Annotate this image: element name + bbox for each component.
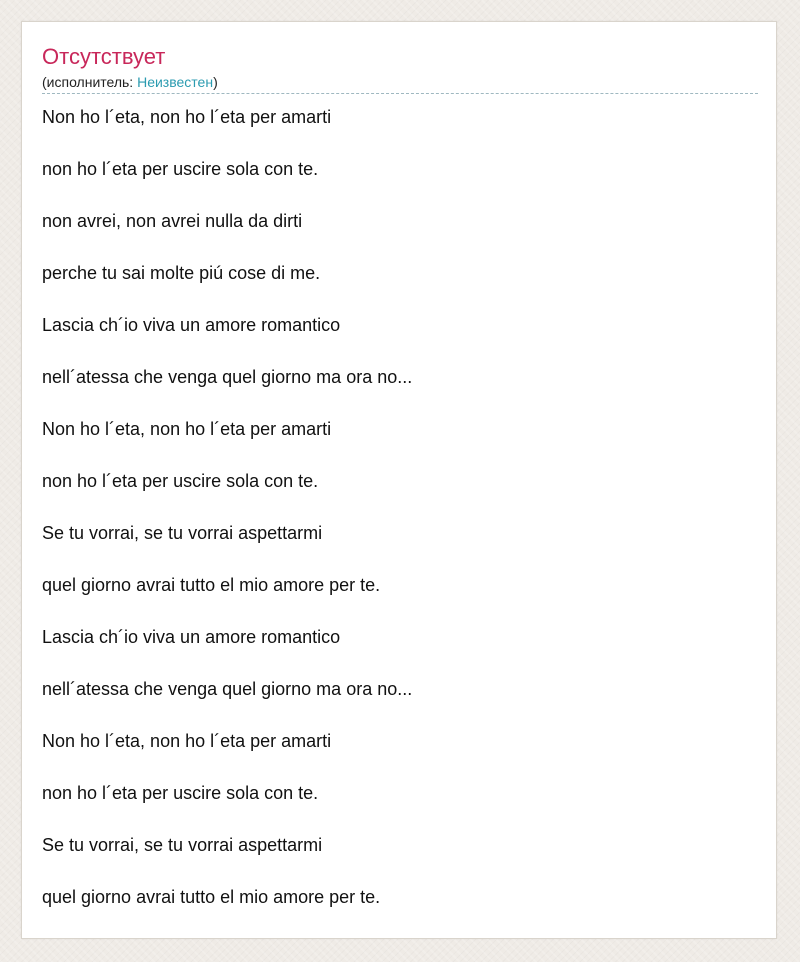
lyric-line: Lascia ch´io viva un amore romantico (42, 627, 341, 647)
lyric-line: Non ho l´eta, non ho l´eta per amarti (42, 107, 332, 127)
lyric-line: non ho l´eta per uscire sola con te. (42, 471, 319, 491)
lyric-line: quel giorno avrai tutto el mio amore per te. (42, 887, 381, 907)
artist-prefix: (исполнитель: (42, 74, 138, 90)
lyric-line: Non ho l´eta, non ho l´eta per amarti (42, 731, 332, 751)
lyric-line: non ho l´eta per uscire sola con te. (42, 783, 319, 803)
song-title: Отсутствует (42, 44, 166, 69)
lyric-line: Se tu vorrai, se tu vorrai aspettarmi (42, 835, 323, 855)
lyrics-card (21, 21, 777, 939)
lyric-line: nell´atessa che venga quel giorno ma ora no... (42, 679, 413, 699)
lyric-line: nell´atessa che venga quel giorno ma ora no... (42, 367, 413, 387)
lyric-line: non ho l´eta per uscire sola con te. (42, 159, 319, 179)
lyric-line: Lascia ch´io viva un amore romantico (42, 315, 341, 335)
lyric-line: perche tu sai molte piú cose di me. (42, 263, 321, 283)
lyric-line: Non ho l´eta, non ho l´eta per amarti (42, 419, 332, 439)
song-header (42, 43, 758, 94)
lyrics-list (42, 104, 758, 936)
artist-line (42, 73, 218, 91)
lyric-line: non avrei, non avrei nulla da dirti (42, 211, 303, 231)
lyric-line: Se tu vorrai, se tu vorrai aspettarmi (42, 523, 323, 543)
lyric-line: quel giorno avrai tutto el mio amore per te. (42, 575, 381, 595)
artist-link[interactable]: Неизвестен (137, 74, 214, 90)
artist-suffix: ) (213, 74, 218, 90)
